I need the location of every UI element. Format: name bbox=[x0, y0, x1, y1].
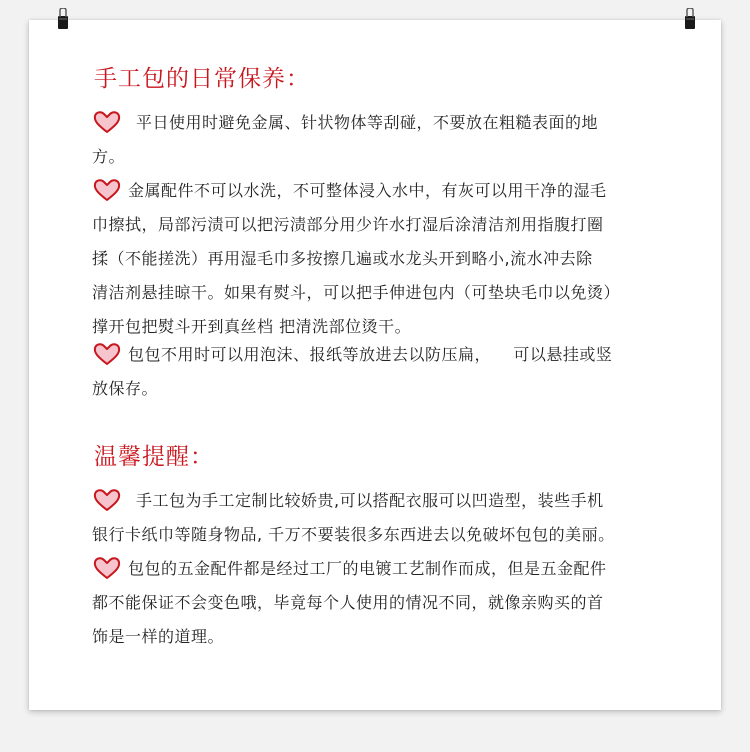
section-title-reminder: 温馨提醒： bbox=[94, 444, 214, 470]
heart-icon bbox=[92, 556, 122, 580]
heart-icon bbox=[92, 178, 122, 202]
text-line bbox=[92, 484, 692, 518]
reminder-item-1 bbox=[92, 484, 692, 552]
binder-clip-icon bbox=[57, 8, 69, 30]
text: 包包的五金配件都是经过工厂的电镀工艺制作而成，但是五金配件 bbox=[128, 559, 607, 578]
heart-icon bbox=[92, 342, 122, 366]
text: 包包不用时可以用泡沫、报纸等放进去以防压扁， 可以悬挂或竖 bbox=[128, 345, 613, 364]
care-item-2 bbox=[92, 174, 692, 344]
text-line: 巾擦拭，局部污渍可以把污渍部分用少许水打湿后涂清洁剂用指腹打圈 bbox=[92, 215, 604, 234]
text: 平日使用时避免金属、针状物体等刮碰，不要放在粗糙表面的地 bbox=[136, 113, 599, 132]
binder-clip-icon bbox=[684, 8, 696, 30]
care-item-1 bbox=[92, 106, 692, 174]
reminder-item-2 bbox=[92, 552, 692, 654]
heart-icon bbox=[92, 488, 122, 512]
text-line bbox=[92, 174, 692, 208]
text: 手工包为手工定制比较娇贵,可以搭配衣服可以凹造型，装些手机 bbox=[136, 491, 604, 510]
care-item-3 bbox=[92, 338, 692, 406]
text-line bbox=[92, 338, 692, 372]
text-line: 放保存。 bbox=[92, 379, 159, 398]
text-line: 撑开包把熨斗开到真丝档 把清洗部位烫干。 bbox=[92, 317, 412, 336]
text-line: 清洁剂悬挂晾干。如果有熨斗，可以把手伸进包内（可垫块毛巾以免烫） bbox=[92, 283, 621, 302]
text-line: 饰是一样的道理。 bbox=[92, 627, 225, 646]
text: 金属配件不可以水洗，不可整体浸入水中，有灰可以用干净的湿毛 bbox=[128, 181, 607, 200]
text-line bbox=[92, 552, 692, 586]
text-line: 揉（不能搓洗）再用湿毛巾多按擦几遍或水龙头开到略小,流水冲去除 bbox=[92, 249, 593, 268]
text-line: 方。 bbox=[92, 147, 126, 166]
heart-icon bbox=[92, 110, 122, 134]
text-line: 银行卡纸巾等随身物品, 千万不要装很多东西进去以免破坏包包的美丽。 bbox=[92, 525, 615, 544]
section-title-care: 手工包的日常保养： bbox=[94, 66, 310, 92]
text-line: 都不能保证不会变色哦，毕竟每个人使用的情况不同，就像亲购买的首 bbox=[92, 593, 604, 612]
text-line bbox=[92, 106, 692, 140]
